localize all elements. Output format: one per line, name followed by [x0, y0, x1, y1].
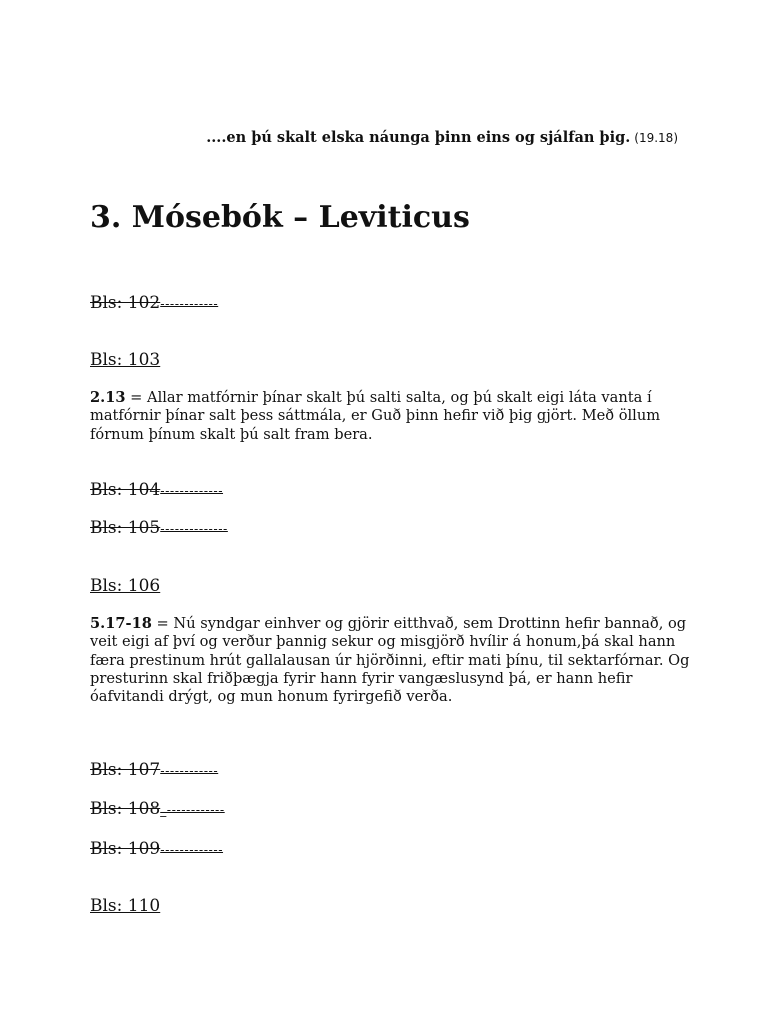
page-ref-106: [90, 576, 160, 596]
verse-text: = Nú syndgar einhver og gjörir eitthvað, sem Drottinn hefir bannað, og veit eigi af því og verður þannig sekur og misgjörð hvílir á honum,þá skal hann færa prestinum hrút gallalausan úr hjörðinni, eftir mati þínu, til sektarfórnar. Og presturinn skal friðþægja fyrir hann fyrir vangæslusynd þá, er hann hefir óafvitandi drýgt, og mun honum fyrirgefið verða.: [90, 615, 690, 706]
page-ref-dashes: ------------: [160, 764, 219, 778]
page-ref-label: Bls: 105: [90, 518, 161, 538]
page-ref-dashes: -------------: [160, 484, 224, 498]
verse-reference: 2.13: [90, 389, 126, 406]
page-ref-103: [90, 350, 160, 370]
epigraph-quote: ....en þú skalt elska náunga þinn eins og sjálfan þig.: [206, 129, 631, 146]
page-ref-108: [90, 799, 225, 819]
page-ref-dashes: ------------: [160, 297, 219, 311]
verse-5-17-18: [90, 615, 690, 706]
epigraph-reference: (19.18): [634, 131, 678, 145]
page-ref-110: [90, 896, 160, 916]
page-ref-dashes: -------------: [160, 843, 224, 857]
book-title: 3. Mósebók – Leviticus: [90, 200, 470, 235]
page-ref-104: [90, 480, 223, 500]
verse-reference: 5.17-18: [90, 615, 152, 632]
page-ref-label: Bls: 106: [90, 576, 161, 596]
page-ref-label: Bls: 104: [90, 480, 161, 500]
page-ref-109: [90, 839, 223, 859]
page-ref-label: Bls: 108: [90, 799, 161, 819]
page-ref-dashes: _------------: [160, 803, 225, 817]
page-ref-label: Bls: 110: [90, 896, 161, 916]
page-ref-107: [90, 760, 218, 780]
page-ref-105: [90, 518, 228, 538]
verse-text: = Allar matfórnir þínar skalt þú salti salta, og þú skalt eigi láta vanta í matfórnir þínar salt þess sáttmála, er Guð þinn hefir við þig gjört. Með öllum fórnum þínum skalt þú salt fram bera.: [90, 389, 661, 443]
page-ref-102: [90, 293, 218, 313]
epigraph: [206, 129, 678, 146]
page-ref-label: Bls: 109: [90, 839, 161, 859]
verse-2-13: [90, 389, 690, 444]
page-ref-label: Bls: 103: [90, 350, 161, 370]
page-ref-label: Bls: 107: [90, 760, 161, 780]
page-ref-dashes: --------------: [160, 522, 228, 536]
page-ref-label: Bls: 102: [90, 293, 161, 313]
